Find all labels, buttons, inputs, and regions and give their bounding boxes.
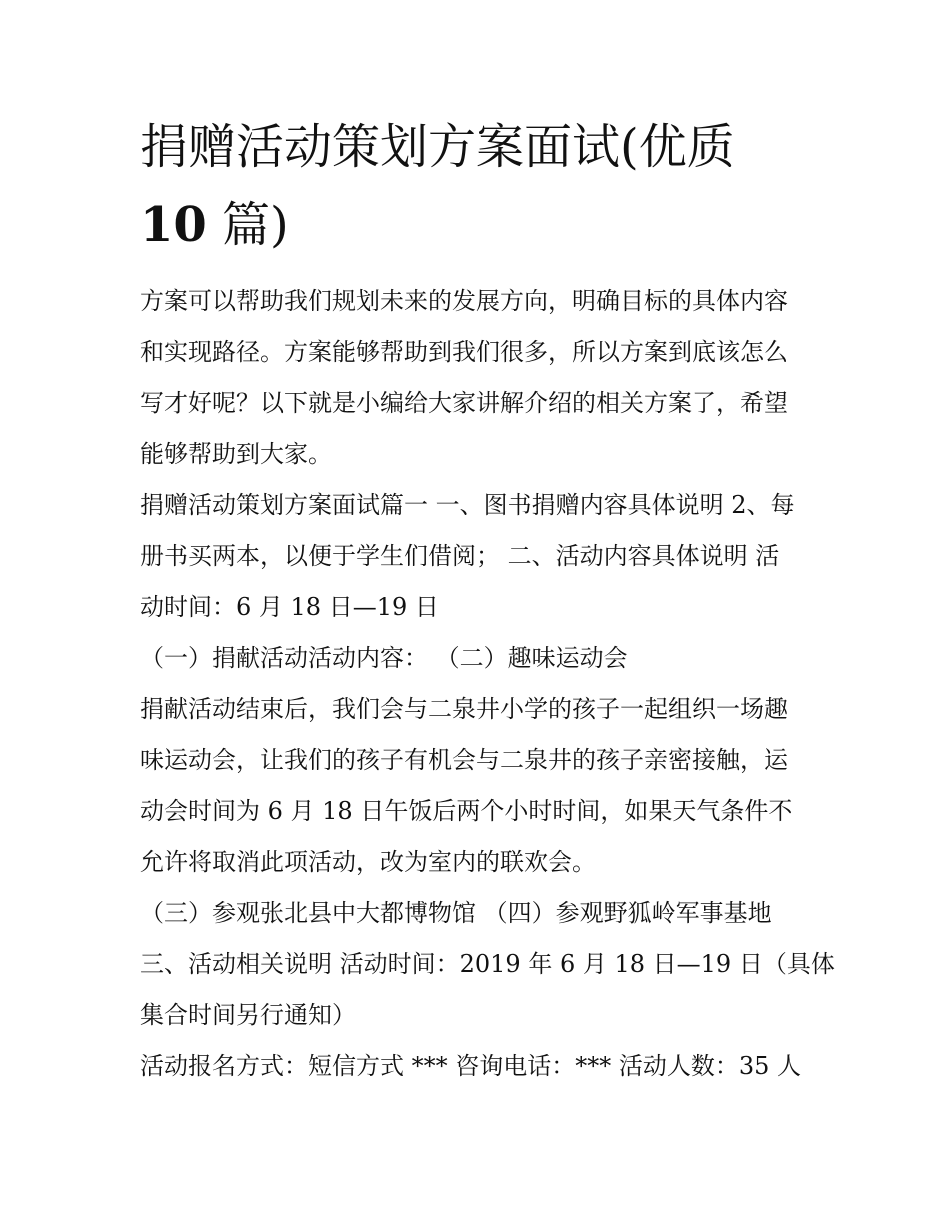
body-line: 册书买两本，以便于学生们借阅； 二、活动内容具体说明 活: [140, 542, 780, 570]
body-line: 允许将取消此项活动，改为室内的联欢会。: [140, 848, 596, 876]
body-line: 活动报名方式：短信方式 *** 咨询电话：*** 活动人数：35 人: [140, 1052, 802, 1080]
document-title: [140, 108, 820, 264]
body-line: 动会时间为 6 月 18 日午饭后两个小时时间，如果天气条件不: [140, 797, 793, 825]
title-line-2-rest: 篇): [206, 197, 289, 253]
body-line: （一）捐献活动活动内容： （二）趣味运动会: [140, 644, 628, 672]
body-line: 和实现路径。方案能够帮助到我们很多，所以方案到底该怎么: [140, 338, 788, 366]
body-line: 写才好呢？以下就是小编给大家讲解介绍的相关方案了，希望: [140, 389, 788, 417]
title-line-1: 捐赠活动策划方案面试(优质: [140, 119, 735, 175]
body-line: 集合时间另行通知）: [140, 1001, 356, 1029]
document-body: [140, 276, 835, 1092]
body-line: 捐献活动结束后，我们会与二泉井小学的孩子一起组织一场趣: [140, 695, 788, 723]
body-line: 捐赠活动策划方案面试篇一 一、图书捐赠内容具体说明 2、每: [140, 491, 795, 519]
body-line: 味运动会，让我们的孩子有机会与二泉井的孩子亲密接触，运: [140, 746, 788, 774]
body-line: 动时间：6 月 18 日—19 日: [140, 593, 439, 621]
body-line: 方案可以帮助我们规划未来的发展方向，明确目标的具体内容: [140, 287, 788, 315]
body-line: 三、活动相关说明 活动时间：2019 年 6 月 18 日—19 日（具体: [140, 950, 835, 978]
title-number: 10: [140, 197, 207, 253]
body-line: 能够帮助到大家。: [140, 440, 332, 468]
body-line: （三）参观张北县中大都博物馆 （四）参观野狐岭军事基地: [140, 899, 772, 927]
